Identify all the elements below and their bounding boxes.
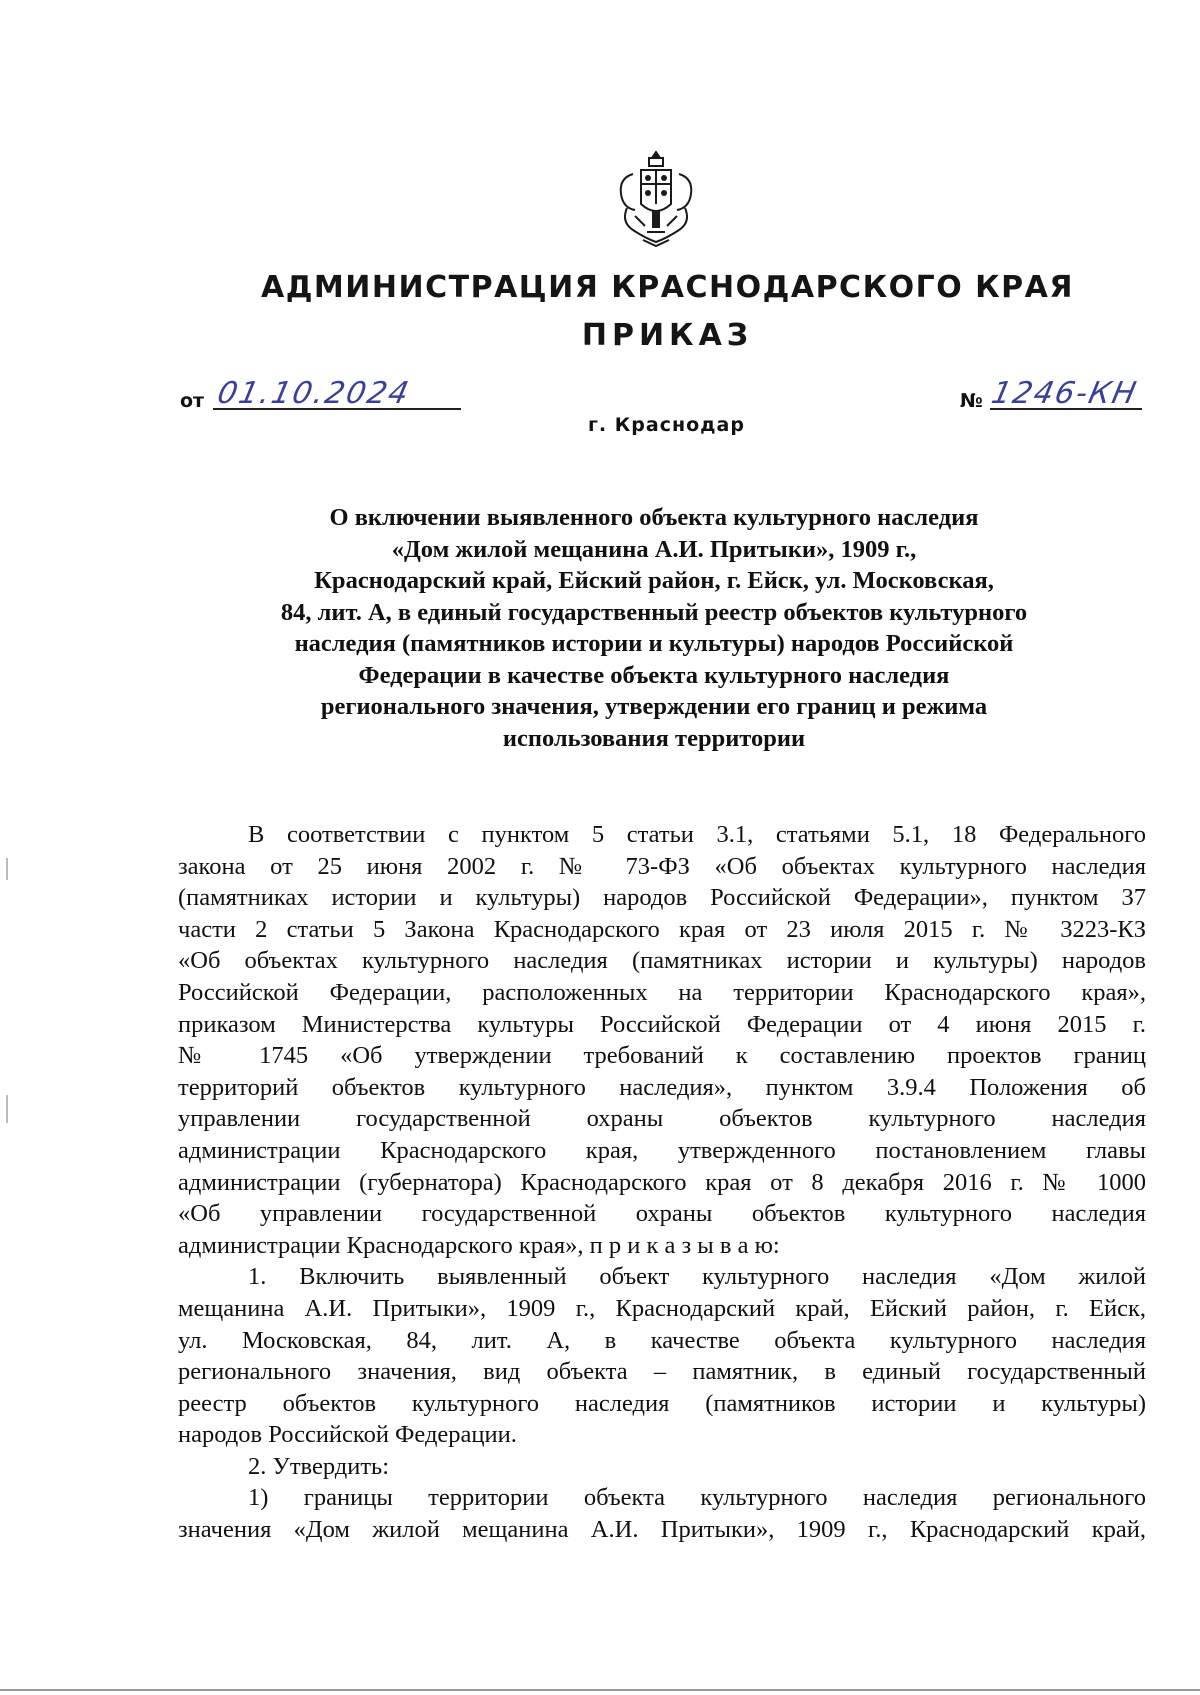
- text-line: администрации (губернатора) Краснодарского края от 8 декабря 2016 г. № 1000: [178, 1168, 1146, 1196]
- title-line: наследия (памятников истории и культуры) народов Российской: [294, 630, 1014, 657]
- city: г. Краснодар: [588, 414, 745, 436]
- text-line: управлении государственной охраны объектов культурного наследия: [178, 1105, 1146, 1133]
- text-line: «Об управлении государственной охраны объектов культурного наследия: [178, 1200, 1146, 1228]
- page-bottom-edge: [0, 1689, 1200, 1691]
- title-line: «Дом жилой мещанина А.И. Притыки», 1909 г.,: [391, 535, 917, 563]
- title-line: 84, лит. А, в единый государственный реестр объектов культурного: [280, 598, 1028, 626]
- text-line: администрации Краснодарского края, утвержденного постановлением главы: [178, 1136, 1146, 1164]
- document-title: [200, 502, 1108, 754]
- document-number: 1246-КН: [988, 376, 1141, 411]
- text-line: реестр объектов культурного наследия (памятников истории и культуры): [178, 1389, 1146, 1417]
- scan-artifact: [6, 858, 8, 880]
- text-line: (памятниках истории и культуры) народов Российской Федерации», пунктом 37: [178, 884, 1146, 912]
- text-line: регионального значения, вид объекта – памятник, в единый государственный: [178, 1358, 1146, 1386]
- text-line: «Об объектах культурного наследия (памятниках истории и культуры) народов: [178, 947, 1146, 975]
- document-date: 01.10.2024: [214, 376, 414, 411]
- item-2-heading: 2. Утвердить:: [248, 1452, 390, 1480]
- text-line: ул. Московская, 84, лит. А, в качестве объекта культурного наследия: [178, 1326, 1146, 1354]
- date-label: от: [180, 390, 205, 412]
- text-line: закона от 25 июня 2002 г. № 73-ФЗ «Об объектах культурного наследия: [178, 852, 1146, 880]
- text-line: № 1745 «Об утверждении требований к составлению проектов границ: [178, 1042, 1146, 1070]
- text-line: значения «Дом жилой мещанина А.И. Притыки», 1909 г., Краснодарский край,: [178, 1516, 1146, 1544]
- text-line: народов Российской Федерации.: [178, 1421, 517, 1449]
- text-line: 1) границы территории объекта культурного наследия регионального: [248, 1484, 1146, 1512]
- text-line: приказом Министерства культуры Российской Федерации от 4 июня 2015 г.: [178, 1010, 1146, 1038]
- text-line: В соответствии с пунктом 5 статьи 3.1, статьями 5.1, 18 Федерального: [248, 821, 1146, 848]
- title-line: Федерации в качестве объекта культурного наследия: [358, 661, 950, 689]
- title-line: использования территории: [502, 724, 806, 752]
- number-label: №: [960, 390, 983, 412]
- text-line: территорий объектов культурного наследия», пунктом 3.9.4 Положения об: [178, 1073, 1146, 1101]
- text-line: Российской Федерации, расположенных на территории Краснодарского края»,: [178, 978, 1146, 1006]
- text-line: администрации Краснодарского края», п р и к а з ы в а ю:: [178, 1231, 780, 1259]
- title-line: Краснодарский край, Ейский район, г. Ейск, ул. Московская,: [314, 567, 994, 594]
- scan-artifact: [6, 1095, 8, 1123]
- text-line: мещанина А.И. Притыки», 1909 г., Краснодарский край, Ейский район, г. Ейск,: [178, 1294, 1146, 1322]
- organization-name: АДМИНИСТРАЦИЯ КРАСНОДАРСКОГО КРАЯ: [261, 270, 1074, 305]
- document-type: ПРИКАЗ: [581, 318, 754, 353]
- title-line: О включении выявленного объекта культурного наследия: [329, 504, 979, 531]
- text-line: 1. Включить выявленный объект культурного наследия «Дом жилой: [248, 1263, 1146, 1291]
- coat-of-arms-icon: [613, 148, 699, 248]
- text-line: части 2 статьи 5 Закона Краснодарского края от 23 июля 2015 г. № 3223-КЗ: [178, 915, 1146, 943]
- title-line: регионального значения, утверждении его границ и режима: [320, 693, 988, 720]
- preamble-paragraph: [178, 819, 1146, 1546]
